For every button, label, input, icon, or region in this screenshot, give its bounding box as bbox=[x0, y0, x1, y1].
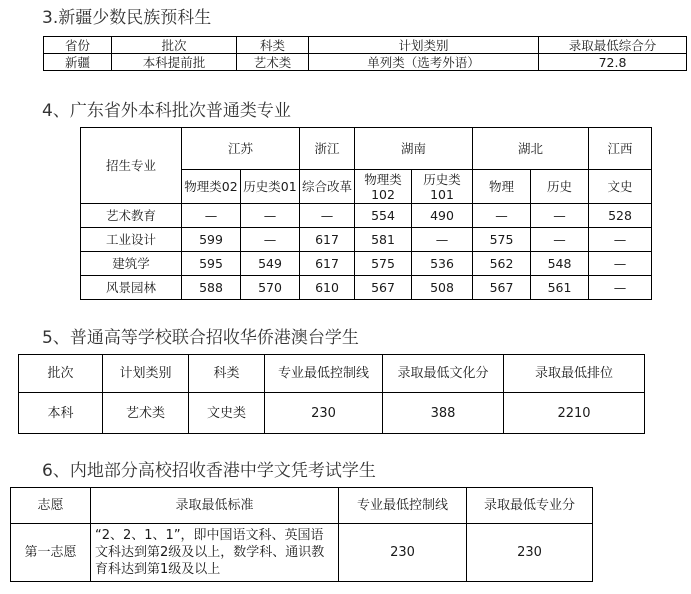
province-row bbox=[81, 128, 652, 170]
table-header-row bbox=[19, 355, 645, 393]
major-header: 招生专业 bbox=[81, 128, 182, 204]
cell: 2210 bbox=[504, 393, 645, 434]
score-cell: 554 bbox=[355, 204, 412, 228]
cell: 388 bbox=[383, 393, 504, 434]
section-5-heading: 5、普通高等学校联合招收华侨港澳台学生 bbox=[42, 328, 359, 348]
score-cell: 610 bbox=[300, 276, 355, 300]
province-hubei: 湖北 bbox=[473, 128, 589, 170]
section-5-table bbox=[18, 354, 645, 434]
score-cell: — bbox=[300, 204, 355, 228]
header-cell: 录取最低专业分 bbox=[467, 488, 593, 524]
table-row bbox=[19, 393, 645, 434]
score-cell: 581 bbox=[355, 228, 412, 252]
header-cell: 计划类别 bbox=[309, 37, 539, 54]
table-row bbox=[81, 276, 652, 300]
score-cell: — bbox=[531, 228, 589, 252]
table-row bbox=[81, 252, 652, 276]
section-4-table bbox=[80, 127, 652, 300]
table-header-row bbox=[11, 488, 593, 524]
score-cell: 570 bbox=[241, 276, 300, 300]
score-cell: 617 bbox=[300, 228, 355, 252]
cell: 230 bbox=[467, 524, 593, 582]
section-6-table bbox=[10, 487, 593, 582]
header-cell: 志愿 bbox=[11, 488, 91, 524]
province-jiangsu: 江苏 bbox=[182, 128, 300, 170]
header-cell: 批次 bbox=[19, 355, 103, 393]
subject-cell: 文史 bbox=[589, 170, 652, 204]
header-cell: 专业最低控制线 bbox=[265, 355, 383, 393]
score-cell: 536 bbox=[412, 252, 473, 276]
score-cell: — bbox=[531, 204, 589, 228]
score-cell: 575 bbox=[355, 252, 412, 276]
section-3-table bbox=[43, 36, 687, 71]
subject-cell: 物理类102 bbox=[355, 170, 412, 204]
score-cell: 599 bbox=[182, 228, 241, 252]
score-cell: — bbox=[241, 228, 300, 252]
subject-cell: 历史 bbox=[531, 170, 589, 204]
score-cell: — bbox=[182, 204, 241, 228]
score-cell: — bbox=[589, 252, 652, 276]
subject-cell: 物理 bbox=[473, 170, 531, 204]
table-row bbox=[81, 228, 652, 252]
score-cell: 548 bbox=[531, 252, 589, 276]
header-cell: 计划类别 bbox=[103, 355, 189, 393]
header-cell: 科类 bbox=[237, 37, 309, 54]
cell: 230 bbox=[339, 524, 467, 582]
major-name: 建筑学 bbox=[81, 252, 182, 276]
score-cell: — bbox=[473, 204, 531, 228]
score-cell: 575 bbox=[473, 228, 531, 252]
table-row bbox=[44, 54, 687, 71]
subject-cell: 历史类101 bbox=[412, 170, 473, 204]
subject-cell: 物理类02 bbox=[182, 170, 241, 204]
score-cell: 490 bbox=[412, 204, 473, 228]
section-4-heading: 4、广东省外本科批次普通类专业 bbox=[42, 101, 291, 121]
subject-cell: 历史类01 bbox=[241, 170, 300, 204]
cell: 230 bbox=[265, 393, 383, 434]
header-cell: 专业最低控制线 bbox=[339, 488, 467, 524]
score-cell: 528 bbox=[589, 204, 652, 228]
score-cell: 562 bbox=[473, 252, 531, 276]
score-cell: — bbox=[589, 228, 652, 252]
score-cell: 549 bbox=[241, 252, 300, 276]
header-cell: 录取最低标准 bbox=[91, 488, 339, 524]
score-cell: 588 bbox=[182, 276, 241, 300]
subject-cell: 综合改革 bbox=[300, 170, 355, 204]
province-hunan: 湖南 bbox=[355, 128, 473, 170]
cell: 单列类（选考外语） bbox=[309, 54, 539, 71]
header-cell: 录取最低文化分 bbox=[383, 355, 504, 393]
standard-cell: “2、2、1、1”，即中国语文科、英国语文科达到第2级及以上，数学科、通识教育科达到第1级及以上 bbox=[91, 524, 339, 582]
score-cell: 567 bbox=[473, 276, 531, 300]
cell: 文史类 bbox=[189, 393, 265, 434]
header-cell: 录取最低综合分 bbox=[539, 37, 687, 54]
header-cell: 省份 bbox=[44, 37, 112, 54]
score-cell: — bbox=[589, 276, 652, 300]
section-6-heading: 6、内地部分高校招收香港中学文凭考试学生 bbox=[42, 461, 376, 481]
table-header-row bbox=[44, 37, 687, 54]
score-cell: — bbox=[241, 204, 300, 228]
cell: 第一志愿 bbox=[11, 524, 91, 582]
province-jiangxi: 江西 bbox=[589, 128, 652, 170]
score-cell: 508 bbox=[412, 276, 473, 300]
score-cell: 595 bbox=[182, 252, 241, 276]
table-row bbox=[81, 204, 652, 228]
header-cell: 批次 bbox=[112, 37, 237, 54]
major-name: 风景园林 bbox=[81, 276, 182, 300]
major-name: 工业设计 bbox=[81, 228, 182, 252]
score-cell: 561 bbox=[531, 276, 589, 300]
header-cell: 录取最低排位 bbox=[504, 355, 645, 393]
cell: 新疆 bbox=[44, 54, 112, 71]
score-cell: — bbox=[412, 228, 473, 252]
cell: 艺术类 bbox=[103, 393, 189, 434]
cell: 本科提前批 bbox=[112, 54, 237, 71]
cell: 72.8 bbox=[539, 54, 687, 71]
table-row bbox=[11, 524, 593, 582]
province-zhejiang: 浙江 bbox=[300, 128, 355, 170]
cell: 本科 bbox=[19, 393, 103, 434]
score-cell: 617 bbox=[300, 252, 355, 276]
section-3-heading: 3.新疆少数民族预科生 bbox=[42, 8, 212, 28]
cell: 艺术类 bbox=[237, 54, 309, 71]
score-cell: 567 bbox=[355, 276, 412, 300]
major-name: 艺术教育 bbox=[81, 204, 182, 228]
header-cell: 科类 bbox=[189, 355, 265, 393]
